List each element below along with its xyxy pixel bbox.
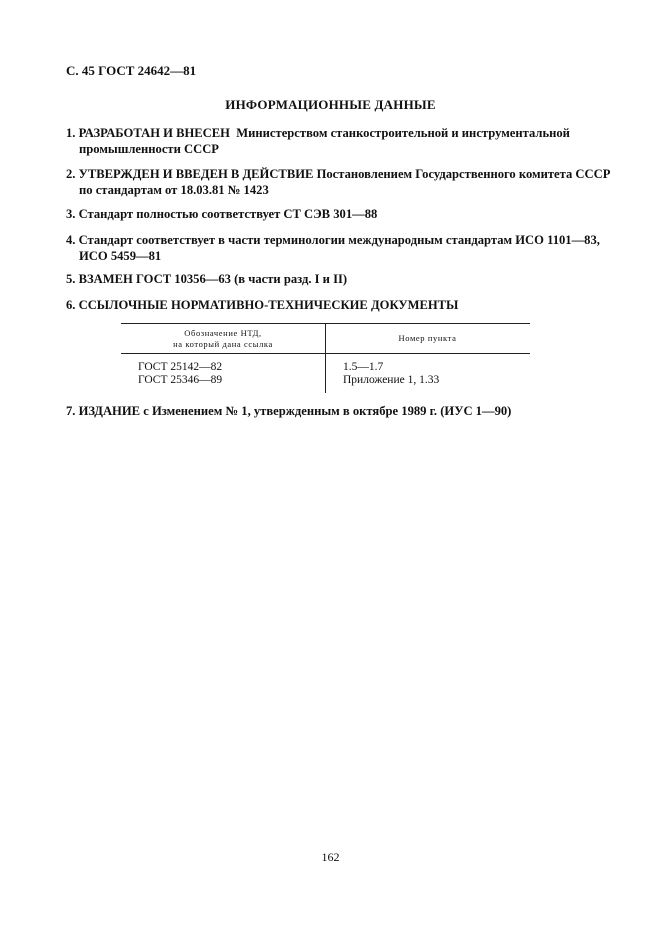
item-number: 2. [66, 167, 76, 181]
item-lead: РАЗРАБОТАН И ВНЕСЕН [78, 126, 230, 140]
page-title: ИНФОРМАЦИОННЫЕ ДАННЫЕ [225, 97, 436, 112]
item-text: Министерством станкостроительной и инструментальной промышленности СССР [79, 126, 570, 156]
table-header-clause: Номер пункта [398, 333, 457, 343]
item-text: Постановлением Государственного комитета СССР по стандартам от 18.03.81 № 1423 [79, 167, 611, 197]
item-number: 6. [66, 298, 76, 312]
item-number: 4. [66, 233, 76, 247]
item-text: (в части разд. I и II) [234, 272, 348, 286]
item-text: Стандарт полностью соответствует СТ СЭВ 301—88 [78, 207, 378, 221]
item-number: 5. [66, 272, 76, 286]
list-item [66, 206, 611, 222]
item-lead: ИЗДАНИЕ [78, 404, 141, 418]
item-number: 3. [66, 207, 76, 221]
list-item [66, 125, 611, 157]
table-header-document-line2: на который дана ссылка [173, 339, 273, 349]
list-item [66, 297, 611, 313]
item-number: 1. [66, 126, 76, 140]
table-cell-doc: ГОСТ 25346—89 [138, 374, 223, 386]
list-item [66, 166, 611, 198]
item-text: Стандарт соответствует в части терминологии международным стандартам ИСО 1101—83, ИСО 5459—81 [78, 233, 600, 263]
item-text: с Изменением № 1, утвержденным в октябре 1989 г. (ИУС 1—90) [143, 404, 512, 418]
item-lead: УТВЕРЖДЕН И ВВЕДЕН В ДЕЙСТВИЕ [78, 167, 314, 181]
table-column-clauses [343, 361, 439, 387]
list-item [66, 232, 611, 264]
list-item [66, 271, 611, 287]
item-lead: ВЗАМЕН ГОСТ 10356—63 [78, 272, 231, 286]
table-column-documents [138, 361, 222, 387]
item-number: 7. [66, 404, 76, 418]
table-cell-clause: Приложение 1, 1.33 [343, 374, 440, 386]
list-item [66, 403, 611, 419]
table-cell-doc: ГОСТ 25142—82 [138, 361, 223, 373]
table-header-document [121, 328, 325, 350]
page-number: 162 [321, 850, 340, 864]
page-header: С. 45 ГОСТ 24642—81 [66, 63, 197, 78]
item-lead: ССЫЛОЧНЫЕ НОРМАТИВНО-ТЕХНИЧЕСКИЕ ДОКУМЕНТЫ [78, 298, 459, 312]
table-header-document-line1: Обозначение НТД, [184, 328, 262, 338]
table-cell-clause: 1.5—1.7 [343, 361, 384, 373]
